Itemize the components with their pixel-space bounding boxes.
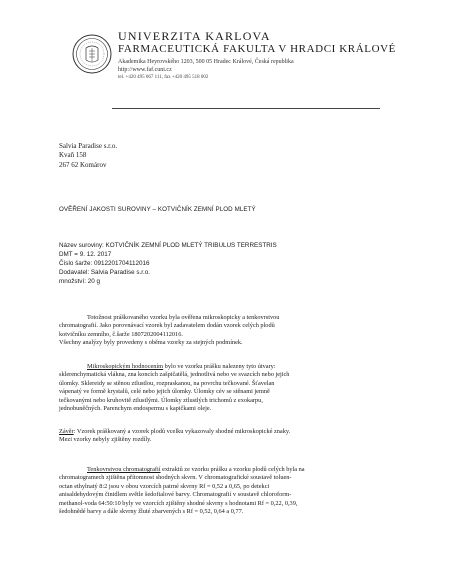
text-line: Totožnost práškovaného vzorku byla ověřena mikroskopicky a tenkovrstvou	[87, 314, 280, 321]
text-line: octan ethylnatý 8:2 jsou v obou vzorcích patrné skvrny Rf = 0,52 a 0,65, po detekci	[59, 482, 270, 490]
paragraph-chromatography	[59, 466, 389, 516]
text-fragment: extraktů ze vzorku prášku a vzorku plodů celých byla na	[160, 466, 305, 473]
faculty-address: Akademika Heyrovského 1203, 500 05 Hradec Králové, Česká republika	[118, 59, 294, 65]
material-supplier: Dodavatel: Salvia Paradise s.r.o.	[59, 269, 151, 276]
text-line: tečkovanými nebo kruhovitě ztlustlými. Úlomky ztlustlých trichomů z exokarpu,	[59, 396, 263, 404]
text-line	[59, 363, 389, 371]
paragraph-conclusion	[59, 428, 389, 445]
chromatography-label: Tenkovrstvou chromatografií	[87, 466, 161, 473]
text-line: šedohnědé barvy a dále skvrny žluté zbarvených s Rf = 0,52, 0,64 a 0,77.	[59, 508, 244, 516]
faculty-address-block	[118, 58, 396, 74]
document-title: OVĚŘENÍ JAKOSTI SUROVINY – KOTVIČNÍK ZEMNÍ PLOD MLETÝ	[59, 206, 256, 213]
text-line: anisaldehydovým činidlem světle šedofialové barvy. Chromatografií v soustavě chloroform-	[59, 491, 292, 499]
recipient-city: 267 62 Komárov	[59, 160, 107, 169]
faculty-contact: tel. +420 495 067 111, fax +420 495 518 002	[118, 75, 209, 80]
material-dmt: DMT = 9. 12. 2017	[59, 251, 112, 258]
material-details	[59, 241, 277, 286]
material-name: Název suroviny: KOTVIČNÍK ZEMNÍ PLOD MLETÝ TRIBULUS TERRESTRIS	[59, 242, 277, 249]
text-fragment: bylo ve vzorku prášku nalezeny tyto útvary:	[163, 363, 276, 370]
text-line: jednobuněčných. Parenchym endospermu s kapičkami oleje.	[59, 405, 212, 413]
faculty-name: FARMACEUTICKÁ FAKULTA V HRADCI KRÁLOVÉ	[118, 43, 396, 55]
paragraph-identity	[59, 314, 389, 348]
text-line: Mezi vzorky nebyly zjištěny rozdíly.	[59, 436, 152, 444]
text-fragment: : Vzorek práškovaný a vzorek plodů vcelku vykazovaly shodné mikroskopické znaky.	[73, 428, 291, 435]
text-line: úlomky. Sklereidy se stěnou ztlustlou, rozpraskanou, na povrchu tečkované. Šťavelan	[59, 379, 275, 387]
material-quantity: množství: 20 g	[59, 278, 100, 285]
microscopy-label: Mikroskopickým hodnocením	[87, 363, 164, 370]
text-line: vápenatý ve formě krystalů, celé nebo jejich úlomky. Úlomky cév se stěnami jemně	[59, 388, 270, 396]
university-name: UNIVERZITA KARLOVA	[118, 29, 271, 43]
text-line: kotvičníku zemního, č.šarže 1807202004112016.	[59, 330, 183, 338]
conclusion-label: Závěr	[59, 428, 74, 435]
text-line	[59, 466, 389, 474]
material-batch: Číslo šarže: 0912201704112016	[59, 260, 150, 267]
text-line: chromatografií. Jako porovnávací vzorek byl zadavatelem dodán vzorek celých plodů	[59, 322, 275, 330]
text-line: Všechny analýzy byly provedeny s oběma vzorky za stejných podmínek.	[59, 339, 243, 347]
university-seal-icon	[72, 34, 112, 74]
text-line: chromatogramech zjištěna přítomnost shodných skvrn. V chromatografické soustavě toluen-	[59, 474, 292, 482]
letterhead	[118, 30, 396, 80]
paragraph-microscopy	[59, 363, 389, 413]
text-line	[59, 428, 389, 436]
header-divider	[112, 108, 380, 109]
recipient-address	[59, 142, 117, 170]
text-line: sklerenchymatická vlákna, zna koncích zašpičatělá, jednotlivá nebo ve svazcích nebo jejich	[59, 371, 290, 379]
recipient-name: Salvia Paradise s.r.o.	[59, 142, 118, 150]
faculty-website: http://www.faf.cuni.cz	[118, 67, 172, 73]
text-line: methanol-voda 64:50:10 byly ve vzorcích zjištěny shodné skvrny s hodnotami Rf = 0,22, 0,39,	[59, 499, 298, 507]
recipient-street: Kvaň 158	[59, 151, 87, 160]
